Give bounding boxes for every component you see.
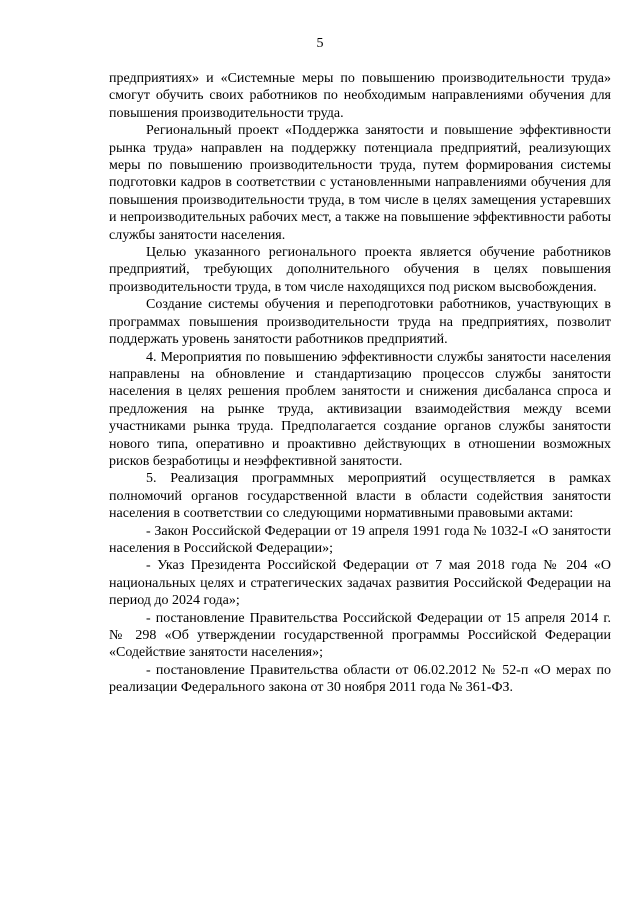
list-item-government-resolution: - постановление Правительства Российской Федерации от 15 апреля 2014 г. № 298 «Об утверждении государственной программы Российской Федерации «Содействие занятости населения»; — [109, 610, 611, 661]
paragraph-training-system: Создание системы обучения и переподготовки работников, участвующих в программах повышения производительности труда на предприятиях, позволит поддержать уровень занятости работников предприятий. — [109, 297, 611, 348]
paragraph-project-goal: Целью указанного регионального проекта является обучение работников предприятий, требующих дополнительного обучения в целях повышения производительности труда, в том числе находящихся под риском высвобождения. — [109, 245, 611, 295]
paragraph-regional-project: Региональный проект «Поддержка занятости и повышение эффективности рынка труда» направлен на поддержку потенциала предприятий, реализующих меры по повышению производительности труда, путем формирования системы подготовки кадров в соответствии с установленными направлениями обучения для повышения производительности труда, в том числе в целях замещения устаревших и непроизводительных рабочих мест, а также на повышение эффективности работы службы занятости населения. — [109, 123, 611, 243]
list-item-federal-law: - Закон Российской Федерации от 19 апреля 1991 года № 1032-I «О занятости населения в Российской Федерации»; — [109, 523, 611, 556]
list-item-regional-resolution: - постановление Правительства области от 06.02.2012 № 52-п «О мерах по реализации Федерального закона от 30 ноября 2011 года № 361-ФЗ. — [109, 662, 611, 696]
paragraph-continuation: предприятиях» и «Системные меры по повышению производительности труда» смогут обучить своих работников по необходимым направлениями обучения для повышения производительности труда. — [109, 71, 611, 121]
body-text — [109, 70, 611, 697]
paragraph-item-4: 4. Мероприятия по повышению эффективности службы занятости населения направлены на обновление и стандартизацию процессов службы занятости населения в целях решения проблем занятости и снижения дисбаланса спроса и предложения на рынке труда, активизации взаимодействия между всеми участниками рынка труда. Предполагается создание органов службы занятости нового типа, оперативно и проактивно действующих в отношении возможных рисков безработицы и неэффективной занятости. — [109, 349, 611, 469]
page-number: 5 — [316, 36, 324, 51]
paragraph-item-5: 5. Реализация программных мероприятий осуществляется в рамках полномочий органов государственной власти в области содействия занятости населения в соответствии со следующими нормативными правовыми актами: — [109, 471, 611, 522]
list-item-presidential-decree: - Указ Президента Российской Федерации от 7 мая 2018 года № 204 «О национальных целях и стратегических задачах развития Российской Федерации на период до 2024 года»; — [109, 558, 611, 609]
